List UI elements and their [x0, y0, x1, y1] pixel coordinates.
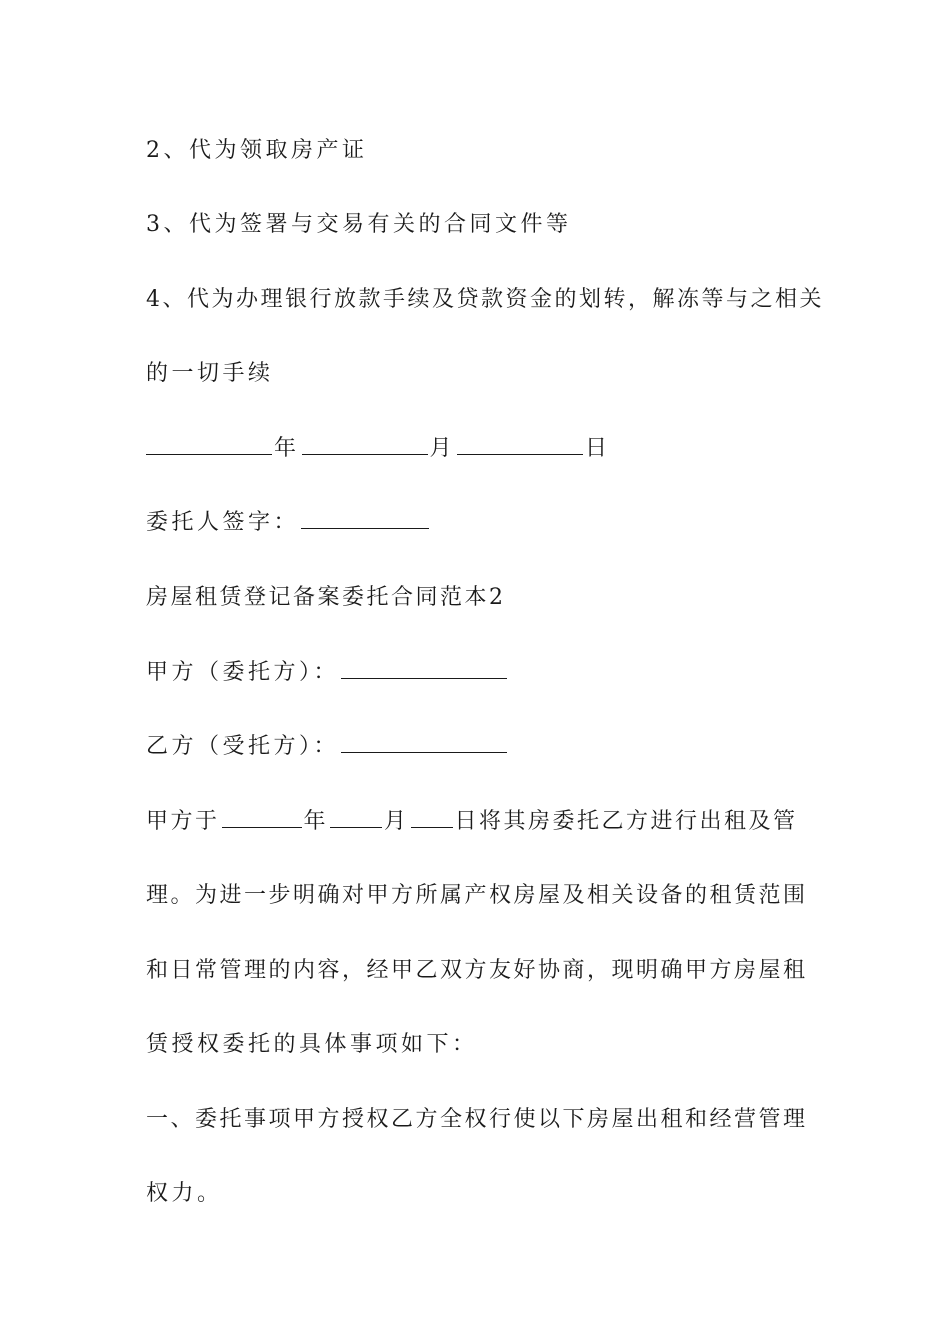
paragraph-line-2 — [146, 881, 826, 911]
para-month-blank — [330, 807, 382, 828]
party-a-label: 甲方（委托方）： — [146, 660, 340, 685]
list-item-text: 的一切手续 — [146, 361, 274, 386]
list-item-text: 3、代为签署与交易有关的合同文件等 — [146, 212, 572, 237]
paragraph-text: 甲方于 — [146, 809, 220, 834]
party-a-line — [146, 658, 826, 688]
contract-title-text: 房屋租赁登记备案委托合同范本2 — [146, 585, 506, 610]
paragraph-line-3 — [146, 956, 826, 986]
paragraph-text: 赁授权委托的具体事项如下： — [146, 1032, 478, 1057]
para-year-blank — [222, 807, 302, 828]
year-blank — [146, 434, 272, 455]
section-text: 权力。 — [146, 1181, 223, 1206]
section-text: 一、委托事项甲方授权乙方全权行使以下房屋出租和经营管理 — [146, 1107, 808, 1132]
party-a-blank — [341, 658, 507, 679]
section-1-line-2 — [146, 1179, 826, 1209]
paragraph-text: 日将其房委托乙方进行出租及管 — [454, 809, 798, 834]
para-year-label: 年 — [303, 809, 329, 834]
party-b-line — [146, 732, 826, 762]
month-blank — [302, 434, 428, 455]
list-item-4-line-1 — [146, 285, 826, 315]
paragraph-line-4 — [146, 1030, 826, 1060]
paragraph-text: 和日常管理的内容，经甲乙双方友好协商，现明确甲方房屋租 — [146, 958, 808, 983]
para-month-label: 月 — [384, 809, 409, 834]
para-day-blank — [411, 807, 453, 828]
month-label: 月 — [429, 436, 456, 461]
date-line — [146, 434, 826, 464]
day-label: 日 — [585, 436, 611, 461]
signer-blank — [301, 508, 429, 529]
list-item-text: 4、代为办理银行放款手续及贷款资金的划转，解冻等与之相关 — [146, 287, 824, 312]
section-1-line-1 — [146, 1105, 826, 1135]
list-item-2 — [146, 136, 826, 166]
signer-line — [146, 508, 826, 538]
list-item-text: 2、代为领取房产证 — [146, 138, 368, 163]
day-blank — [457, 434, 583, 455]
list-item-4-line-2 — [146, 359, 826, 389]
list-item-3 — [146, 210, 826, 240]
party-b-blank — [341, 732, 507, 753]
paragraph-text: 理。为进一步明确对甲方所属产权房屋及相关设备的租赁范围 — [146, 883, 808, 908]
year-label: 年 — [274, 436, 300, 461]
contract-title — [146, 583, 826, 613]
paragraph-line-1 — [146, 807, 826, 837]
signer-label: 委托人签字： — [146, 510, 300, 535]
party-b-label: 乙方（受托方）： — [146, 734, 340, 759]
